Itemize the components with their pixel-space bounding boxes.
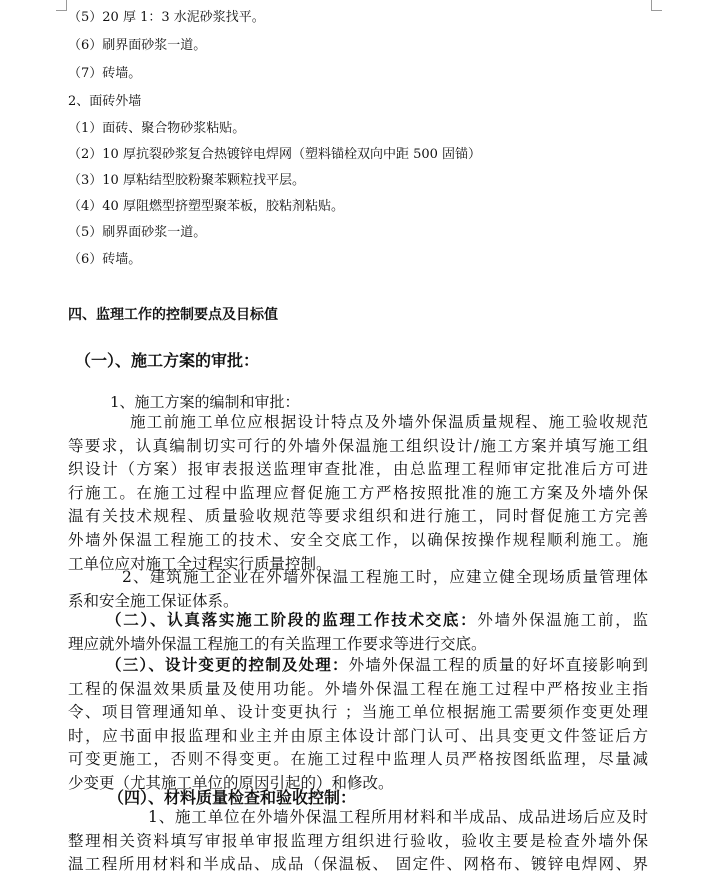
part-two-text: 外墙外保温施工前，监 xyxy=(477,611,648,629)
list-item: （2）10 厚抗裂砂浆复合热镀锌电焊网（塑料锚栓双向中距 500 固锚） xyxy=(68,147,482,162)
list-item: （4）40 厚阻燃型挤塑型聚苯板，胶粘剂粘贴。 xyxy=(68,199,344,214)
paragraph-line: 温有关技术规程、质量验收规范等要求组织和进行施工，同时督促施工方完善 xyxy=(68,507,648,526)
paragraph-line: 外墙外保温工程施工的技术、安全交底工作，以确保按操作规程顺利施工。施 xyxy=(68,530,648,549)
section-heading: 四、监理工作的控制要点及目标值 xyxy=(68,307,278,323)
paragraph-line: 令、项目管理通知单、设计变更执行 ；当施工单位根据施工需要须作变更处理 xyxy=(68,703,648,722)
paragraph-line: 织设计（方案）报审表报送监理审查批准，由总监理工程师审定批准后方可进 xyxy=(68,460,648,479)
paragraph-line: 理应就外墙外保温工程施工的有关监理工作要求等进行交底。 xyxy=(68,634,487,653)
paragraph-line: 2、建筑施工企业在外墙外保温工程施工时，应建立健全现场质量管理体 xyxy=(122,568,648,586)
list-item: （1）面砖、聚合物砂浆粘贴。 xyxy=(68,121,246,136)
paragraph-line: 时，应书面申报监理和业主并由原主体设计部门认可、出具变更文件签证后方 xyxy=(68,726,648,745)
paragraph-line: 行施工。在施工过程中监理应督促施工方严格按照批准的施工方案及外墙外保 xyxy=(68,483,648,502)
subheading: 2、面砖外墙 xyxy=(68,94,142,109)
paragraph-line: 1、施工单位在外墙外保温工程所用材料和半成品、成品进场后应及时 xyxy=(148,808,648,826)
paragraph-line: 整理相关资料填写审报单审报监理方组织进行验收，验收主要是检查外墙外保 xyxy=(68,831,648,850)
part-three-text: 外墙外保温工程的质量的好坏直接影响到 xyxy=(348,656,648,674)
list-item: （5）刷界面砂浆一道。 xyxy=(68,225,207,240)
list-item: （5）20 厚 1：3 水泥砂浆找平。 xyxy=(68,10,265,25)
paragraph-part-two xyxy=(68,608,648,656)
part-two-heading: （二）、认真落实施工阶段的监理工作技术交底： xyxy=(106,610,478,629)
page-corner-mark-left xyxy=(56,0,67,11)
item-title: 1、施工方案的编制和审批： xyxy=(110,393,300,411)
paragraph-line: 工单位应对施工全过程实行质量控制。 xyxy=(68,554,332,573)
list-item: （3）10 厚粘结型胶粉聚苯颗粒找平层。 xyxy=(68,173,305,188)
paragraph-1 xyxy=(68,411,648,576)
list-item: （6）砖墙。 xyxy=(68,252,142,267)
part-one-heading: （一）、施工方案的审批： xyxy=(75,351,260,370)
paragraph-part-three xyxy=(68,653,648,796)
part-four-heading: （四）、材料质量检查和验收控制： xyxy=(108,788,357,807)
paragraph-line: 少变更（尤其施工单位的原因引起的）和修改。 xyxy=(68,773,394,792)
list-item: （6）刷界面砂浆一道。 xyxy=(68,38,207,53)
paragraph-line: 等要求，认真编制切实可行的外墙外保温施工组织设计/施工方案并填写施工组 xyxy=(68,436,648,455)
list-item: （7）砖墙。 xyxy=(68,66,142,81)
part-three-heading: （三）、设计变更的控制及处理： xyxy=(106,655,349,674)
paragraph-line xyxy=(68,653,648,678)
paragraph-line: 施工前施工单位应根据设计特点及外墙外保温质量规程、施工验收规范 xyxy=(130,413,648,431)
paragraph-line xyxy=(68,608,648,633)
paragraph-part-four xyxy=(68,806,648,877)
paragraph-line: 工程的保温效果质量及使用功能。外墙外保温工程在施工过程中严格按业主指 xyxy=(68,679,648,698)
paragraph-line: 系和安全施工保证体系。 xyxy=(68,591,239,610)
paragraph-2 xyxy=(68,566,648,613)
paragraph-line: 可变更施工，否则不得变更。在施工过程中监理人员严格按图纸监理，尽量减 xyxy=(68,750,648,769)
paragraph-line: 温工程所用材料和半成品、成品（保温板、 固定件、网格布、镀锌电焊网、界 xyxy=(68,855,648,874)
page-corner-mark-right xyxy=(651,0,662,11)
